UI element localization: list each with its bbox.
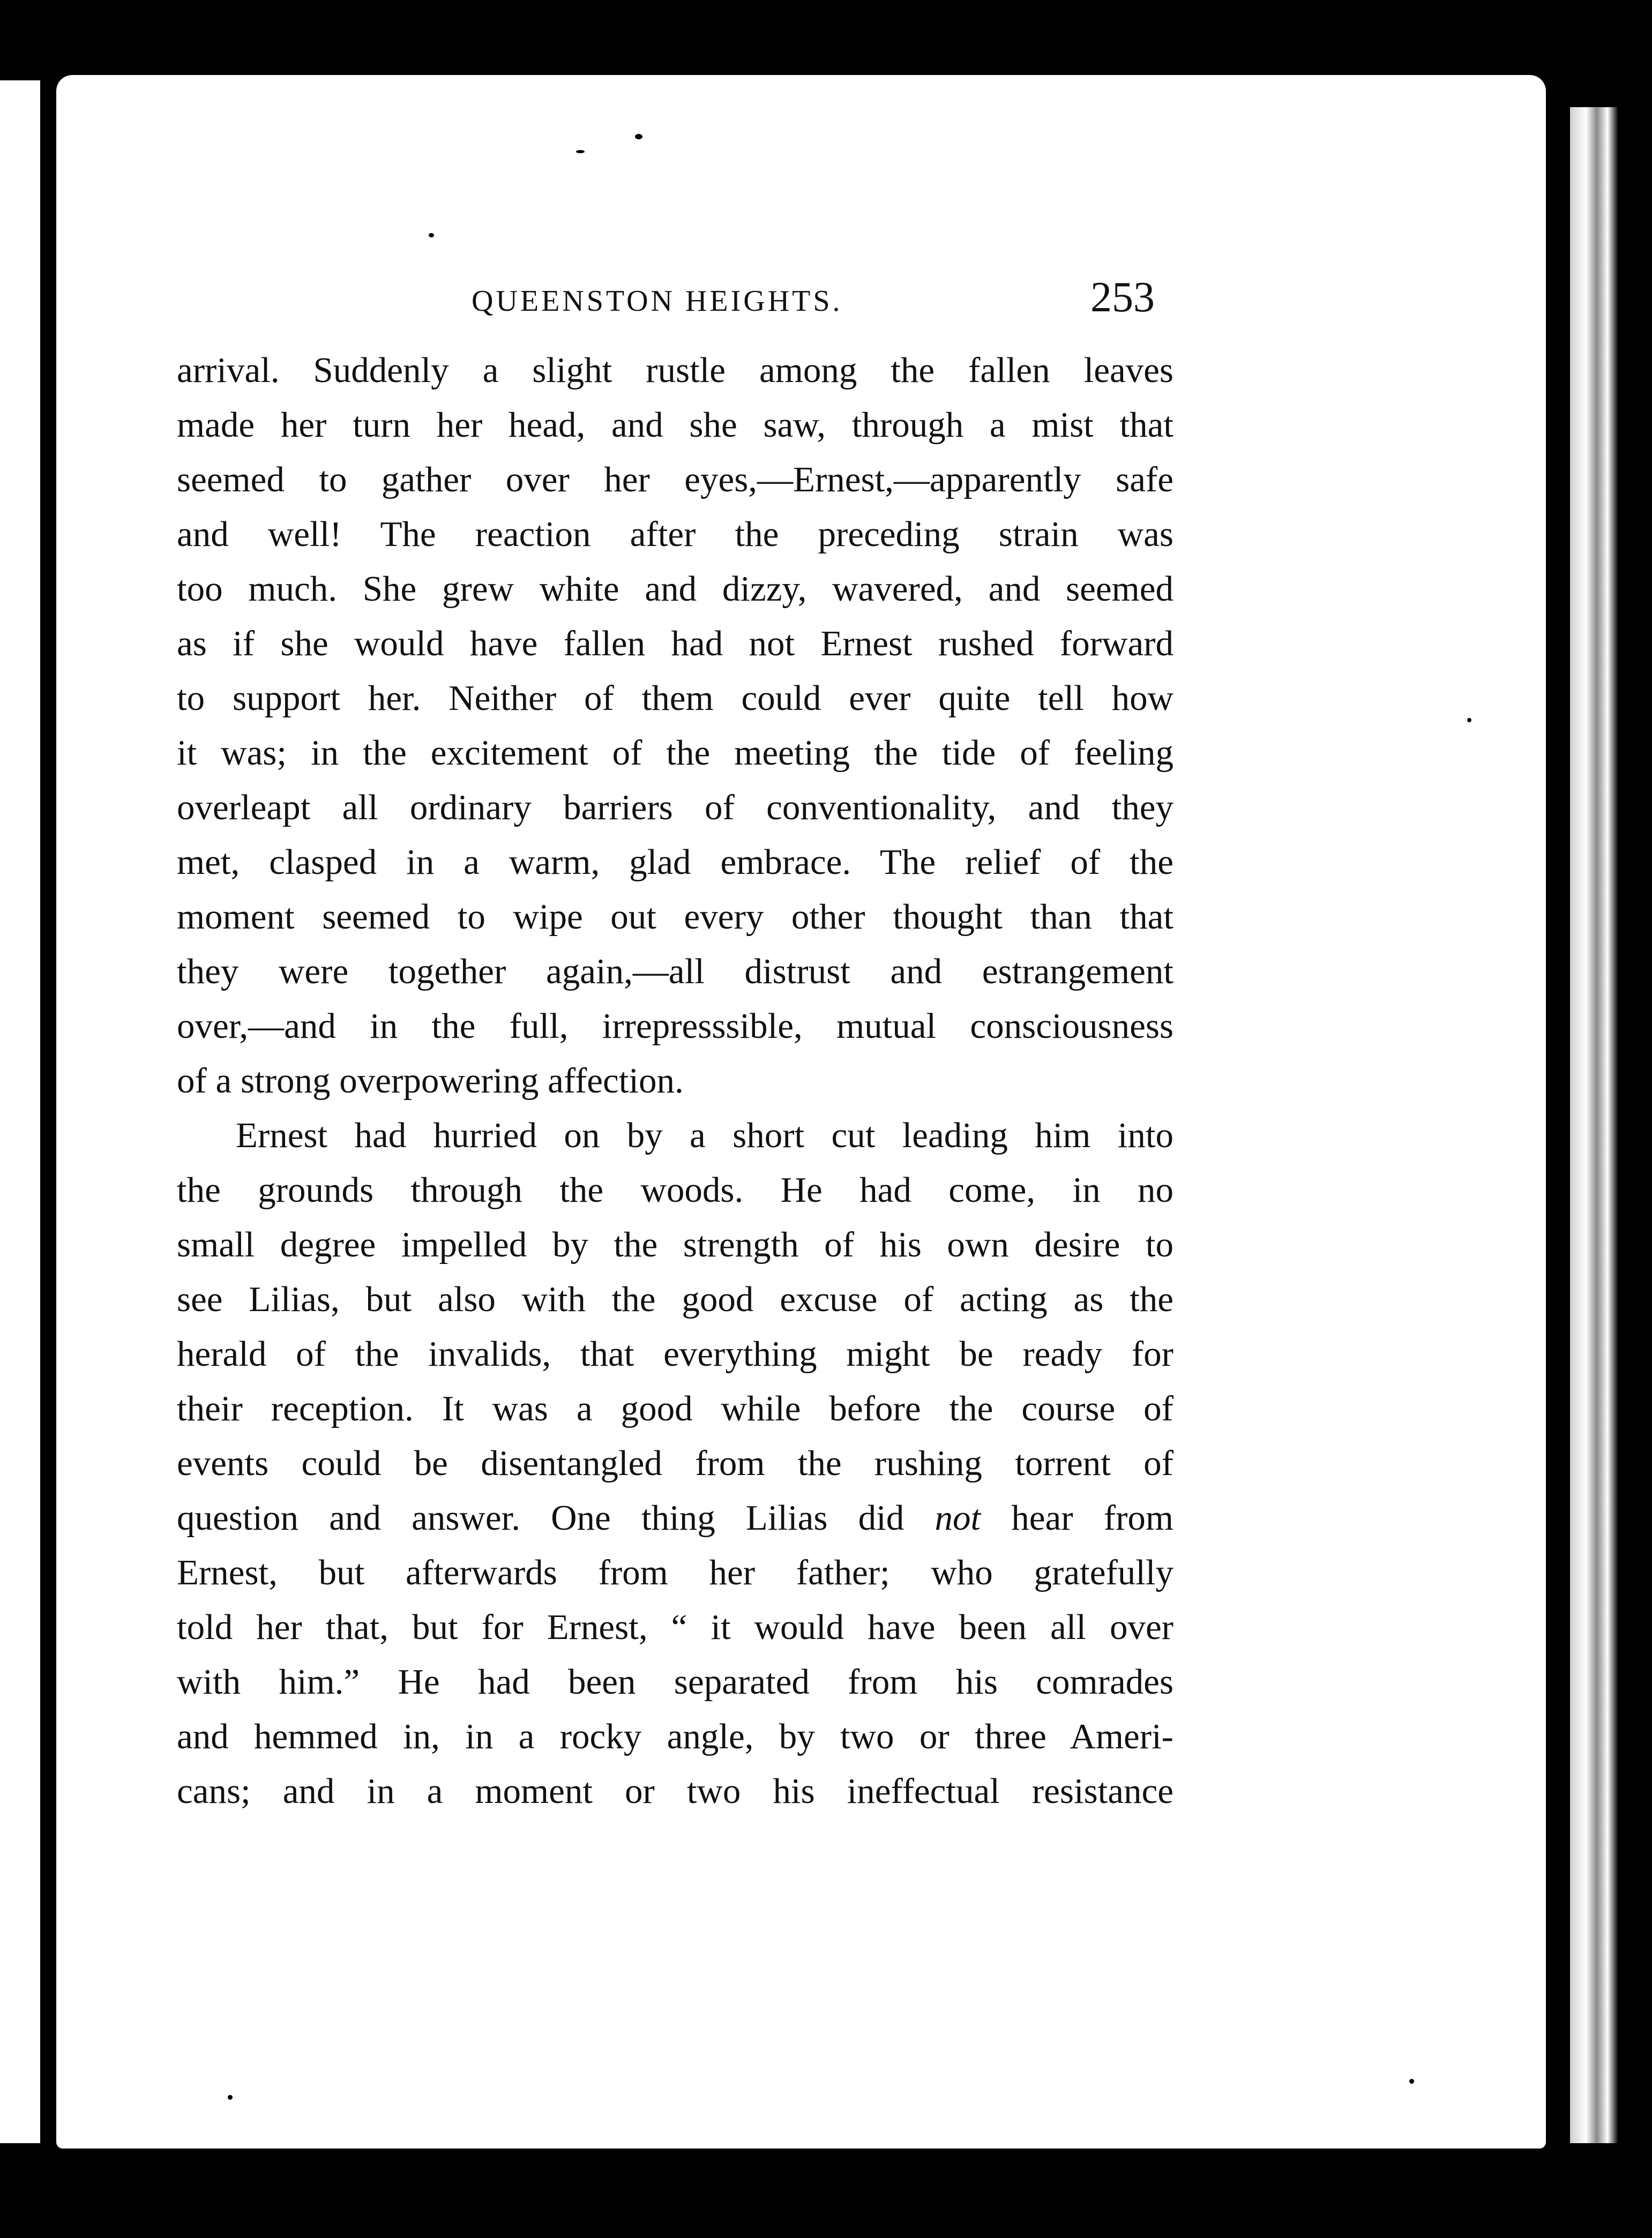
- text-line: cans; and in a moment or two his ineffectual resistance: [177, 1771, 1173, 1811]
- text-line: small degree impelled by the strength of his own desire to: [177, 1225, 1173, 1264]
- text-line: the grounds through the woods. He had come, in no: [177, 1170, 1173, 1210]
- text-line: too much. She grew white and dizzy, wavered, and seemed: [177, 569, 1173, 609]
- text-line: their reception. It was a good while before the course of: [177, 1389, 1173, 1428]
- running-head: [177, 273, 1173, 332]
- body-text: [177, 343, 1173, 1818]
- text-line: Ernest, but afterwards from her father; who gratefully: [177, 1553, 1173, 1592]
- text-line: events could be disentangled from the rushing torrent of: [177, 1443, 1173, 1483]
- scan-speck: [576, 150, 585, 153]
- text-line: seemed to gather over her eyes,—Ernest,—apparently safe: [177, 460, 1173, 499]
- page-number: 253: [1090, 274, 1155, 321]
- text-line-with-italic: [177, 1491, 1173, 1545]
- text-line: as if she would have fallen had not Ernest rushed forward: [177, 624, 1173, 663]
- text-line: it was; in the excitement of the meeting the tide of feeling: [177, 733, 1173, 773]
- running-title: QUEENSTON HEIGHTS.: [472, 285, 843, 318]
- scan-speck: [1551, 814, 1557, 819]
- text-line: to support her. Neither of them could ever quite tell how: [177, 678, 1173, 718]
- text-line: told her that, but for Ernest, “ it would have been all over: [177, 1607, 1173, 1647]
- text-line: they were together again,—all distrust and estrangement: [177, 952, 1173, 991]
- text-line: met, clasped in a warm, glad embrace. The relief of the: [177, 842, 1173, 882]
- text-line: see Lilias, but also with the good excuse of acting as the: [177, 1279, 1173, 1319]
- paragraph-1: [177, 343, 1173, 1108]
- text-line: arrival. Suddenly a slight rustle among the fallen leaves: [177, 350, 1173, 390]
- text-line: moment seemed to wipe out every other thought than that: [177, 897, 1173, 937]
- scan-speck: [1409, 2079, 1414, 2084]
- text-line: over,—and in the full, irrepresssible, mutual consciousness: [177, 1006, 1173, 1046]
- paragraph-2: [177, 1108, 1173, 1818]
- scan-speck: [228, 2095, 233, 2100]
- text-segment: question and answer. One thing Lilias did: [177, 1498, 905, 1538]
- scan-speck: [429, 233, 434, 237]
- text-segment: hear from: [1011, 1498, 1174, 1538]
- scan-speck: [635, 134, 642, 139]
- facing-page-edge: [0, 80, 40, 2143]
- text-line: herald of the invalids, that everything might be ready for: [177, 1334, 1173, 1374]
- page-stack-edge: [1549, 107, 1629, 2143]
- text-line: of a strong overpowering affection.: [177, 1061, 684, 1101]
- text-line: Ernest had hurried on by a short cut leading him into: [236, 1116, 1173, 1155]
- text-line: and hemmed in, in a rocky angle, by two or three Ameri-: [177, 1717, 1173, 1756]
- text-line: overleapt all ordinary barriers of conventionality, and they: [177, 788, 1173, 827]
- text-line: with him.” He had been separated from his comrades: [177, 1662, 1173, 1702]
- text-line: made her turn her head, and she saw, through a mist that: [177, 405, 1173, 445]
- scan-speck: [1467, 718, 1471, 722]
- text-line: and well! The reaction after the preceding strain was: [177, 514, 1173, 554]
- italic-word: not: [935, 1498, 981, 1538]
